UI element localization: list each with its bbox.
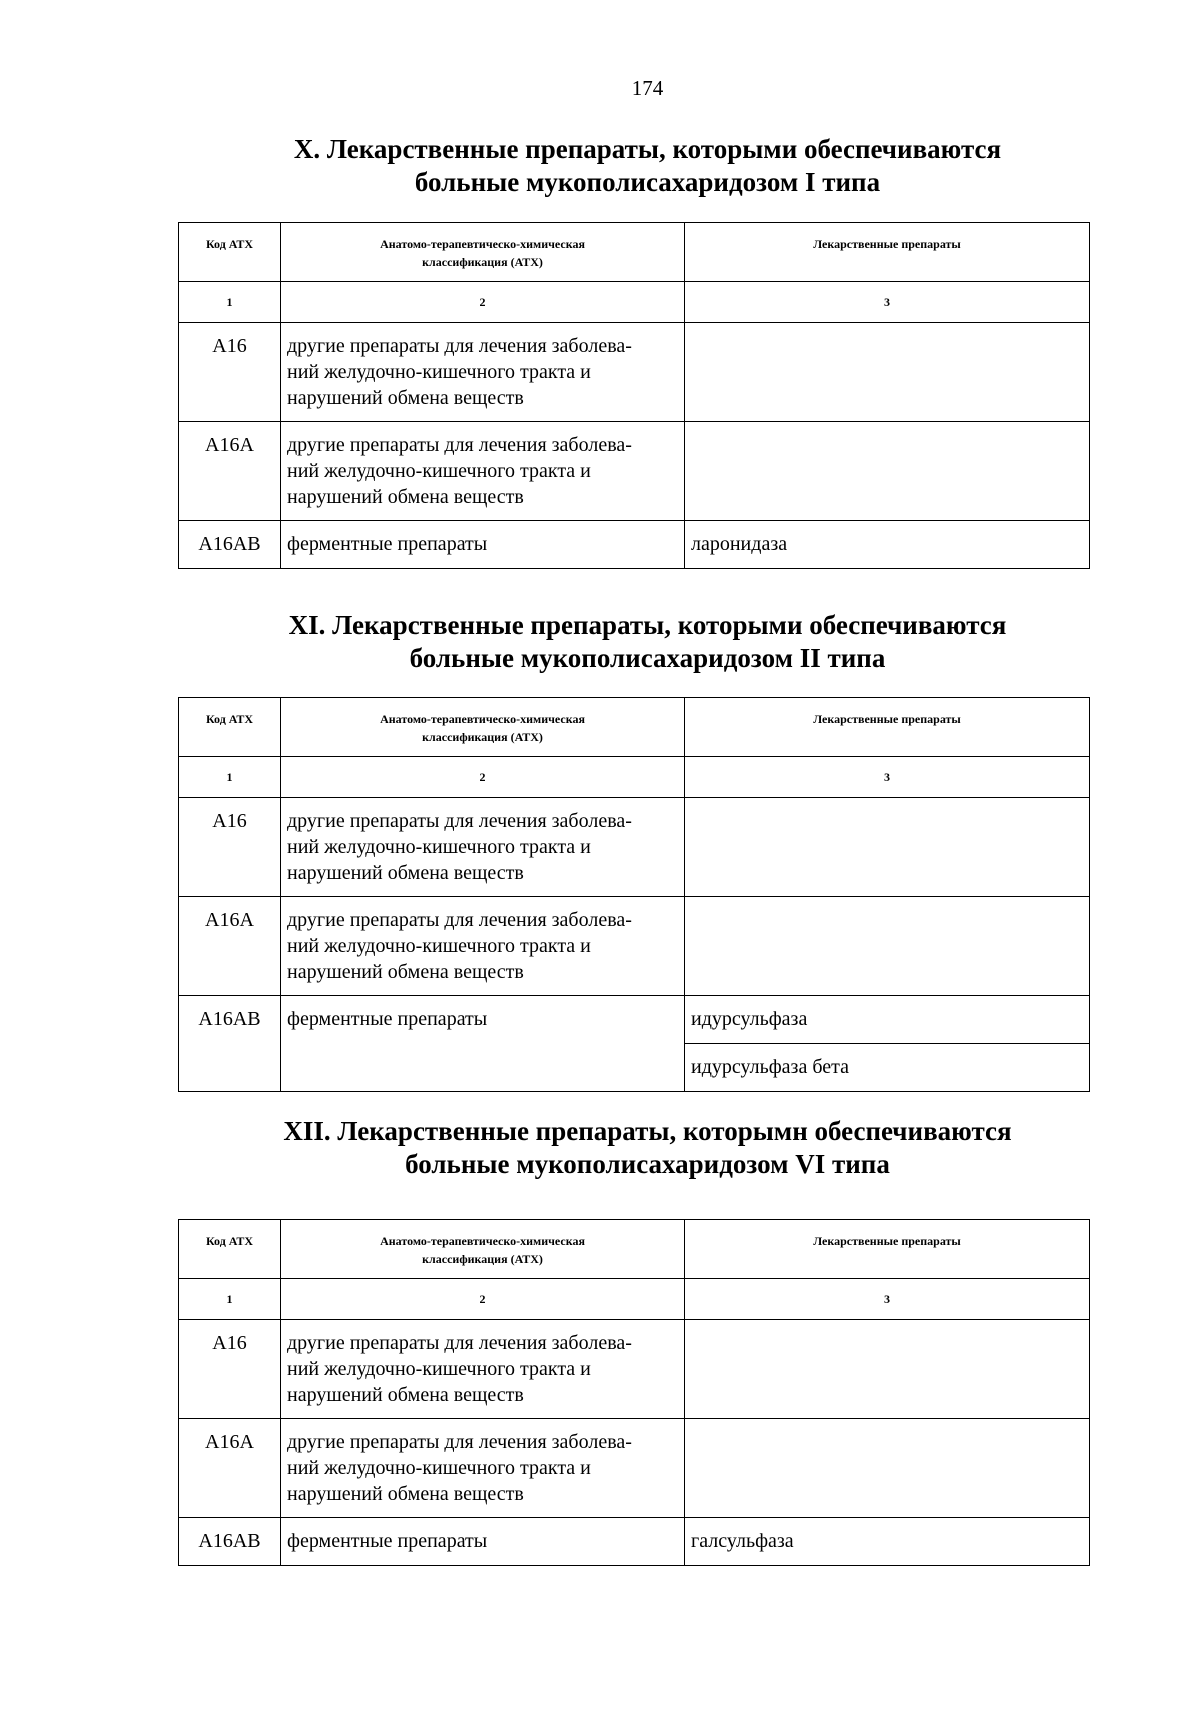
header-classification-line1: Анатомо-терапевтическо-химическая: [380, 712, 585, 726]
column-number-row: [179, 1279, 1090, 1320]
table-row: [179, 1320, 1090, 1419]
drug-name: идурсульфаза бета: [685, 1044, 1090, 1092]
atx-code: A16A: [179, 422, 281, 521]
section-title-xii: [0, 1115, 1200, 1181]
column-number: 2: [281, 1279, 685, 1320]
drug-name: [685, 422, 1090, 521]
atx-description-line: другие препараты для лечения заболева-: [287, 909, 632, 931]
atx-description: ферментные препараты: [281, 521, 685, 569]
atx-description-line: другие препараты для лечения заболева-: [287, 335, 632, 357]
drug-name: ларонидаза: [685, 521, 1090, 569]
column-number: 3: [685, 282, 1090, 323]
column-number: 1: [179, 282, 281, 323]
atx-code: A16AB: [179, 996, 281, 1092]
table-header-row: [179, 223, 1090, 282]
atx-description-line: нарушений обмена веществ: [287, 961, 524, 983]
atx-table-x: [178, 222, 1090, 569]
header-classification-line2: классификация (АТХ): [422, 730, 543, 744]
section-title-line1: X. Лекарственные препараты, которыми обеспечиваются: [293, 134, 1002, 164]
header-drugs: Лекарственные препараты: [685, 1220, 1090, 1279]
atx-description: [281, 323, 685, 422]
section-title-line1: XI. Лекарственные препараты, которыми обеспечиваются: [288, 610, 1007, 640]
atx-code: A16AB: [179, 521, 281, 569]
header-code: Код АТХ: [179, 223, 281, 282]
table-row: [179, 897, 1090, 996]
column-number: 3: [685, 757, 1090, 798]
header-classification-line1: Анатомо-терапевтическо-химическая: [380, 237, 585, 251]
header-classification-line2: классификация (АТХ): [422, 1252, 543, 1266]
atx-description-line: ний желудочно-кишечного тракта и: [287, 361, 591, 383]
table-row: [179, 323, 1090, 422]
atx-description-line: ний желудочно-кишечного тракта и: [287, 1457, 591, 1479]
table-row: [179, 521, 1090, 569]
drug-name: [685, 323, 1090, 422]
header-drugs: Лекарственные препараты: [685, 698, 1090, 757]
atx-code: A16: [179, 323, 281, 422]
atx-description-line: нарушений обмена веществ: [287, 862, 524, 884]
drug-name: [685, 1419, 1090, 1518]
atx-code: A16A: [179, 897, 281, 996]
table-row: [179, 996, 1090, 1044]
table-row: [179, 798, 1090, 897]
atx-code: A16AB: [179, 1518, 281, 1566]
header-classification: [281, 223, 685, 282]
atx-description-line: ний желудочно-кишечного тракта и: [287, 935, 591, 957]
column-number: 1: [179, 1279, 281, 1320]
atx-description-line: другие препараты для лечения заболева-: [287, 810, 632, 832]
drug-name: [685, 798, 1090, 897]
atx-description: ферментные препараты: [281, 1518, 685, 1566]
atx-description-line: ний желудочно-кишечного тракта и: [287, 1358, 591, 1380]
page-number: 174: [631, 76, 664, 100]
drug-name: галсульфаза: [685, 1518, 1090, 1566]
atx-description: [281, 1320, 685, 1419]
column-number: 1: [179, 757, 281, 798]
header-code: Код АТХ: [179, 1220, 281, 1279]
table-header-row: [179, 1220, 1090, 1279]
section-title-x: [0, 133, 1200, 199]
table-header-row: [179, 698, 1090, 757]
atx-description-line: нарушений обмена веществ: [287, 387, 524, 409]
atx-description-line: ний желудочно-кишечного тракта и: [287, 836, 591, 858]
header-classification-line1: Анатомо-терапевтическо-химическая: [380, 1234, 585, 1248]
header-code: Код АТХ: [179, 698, 281, 757]
atx-description: [281, 897, 685, 996]
section-title-line1: XII. Лекарственные препараты, которымн обеспечиваются: [283, 1116, 1012, 1146]
column-number: 2: [281, 282, 685, 323]
header-drugs: Лекарственные препараты: [685, 223, 1090, 282]
atx-description-line: другие препараты для лечения заболева-: [287, 1332, 632, 1354]
atx-description: [281, 798, 685, 897]
table-row: [179, 1419, 1090, 1518]
section-title-line2: больные мукополисахаридозом VI типа: [405, 1149, 890, 1179]
table-row: [179, 422, 1090, 521]
section-title-line2: больные мукополисахаридозом II типа: [409, 643, 886, 673]
column-number: 2: [281, 757, 685, 798]
atx-description-line: нарушений обмена веществ: [287, 1384, 524, 1406]
atx-description-line: ний желудочно-кишечного тракта и: [287, 460, 591, 482]
column-number: 3: [685, 1279, 1090, 1320]
drug-name: идурсульфаза: [685, 996, 1090, 1044]
atx-code: A16A: [179, 1419, 281, 1518]
drug-name: [685, 897, 1090, 996]
section-title-line2: больные мукополисахаридозом I типа: [414, 167, 881, 197]
atx-description: [281, 1419, 685, 1518]
atx-code: A16: [179, 798, 281, 897]
header-classification: [281, 698, 685, 757]
atx-description: ферментные препараты: [281, 996, 685, 1092]
section-title-xi: [0, 609, 1200, 675]
header-classification: [281, 1220, 685, 1279]
column-number-row: [179, 757, 1090, 798]
atx-description-line: нарушений обмена веществ: [287, 486, 524, 508]
atx-code: A16: [179, 1320, 281, 1419]
atx-description-line: другие препараты для лечения заболева-: [287, 434, 632, 456]
header-classification-line2: классификация (АТХ): [422, 255, 543, 269]
atx-table-xii: [178, 1219, 1090, 1566]
atx-table-xi: [178, 697, 1090, 1092]
column-number-row: [179, 282, 1090, 323]
atx-description-line: нарушений обмена веществ: [287, 1483, 524, 1505]
drug-name: [685, 1320, 1090, 1419]
atx-description: [281, 422, 685, 521]
table-row: [179, 1518, 1090, 1566]
atx-description-line: другие препараты для лечения заболева-: [287, 1431, 632, 1453]
